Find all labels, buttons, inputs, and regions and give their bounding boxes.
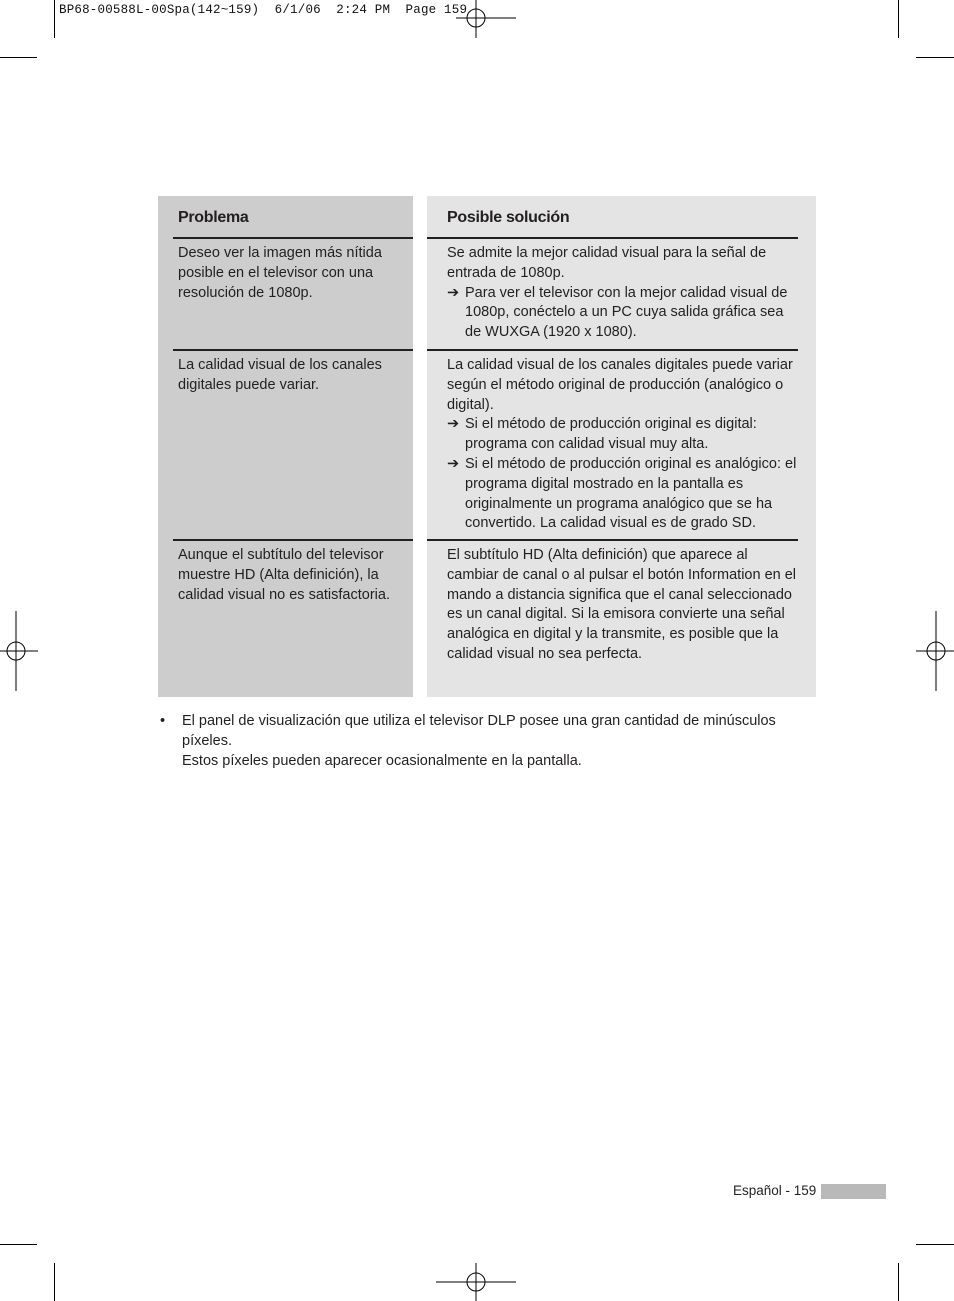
crop-mark-br-h	[916, 1244, 954, 1245]
row-rule-left	[173, 349, 413, 351]
problem-text: La calidad visual de los canales digitales puede variar.	[178, 357, 382, 393]
print-slug: BP68-00588L-00Spa(142~159) 6/1/06 2:24 PM Page 159	[59, 3, 468, 17]
page-number-label: Español - 159	[733, 1183, 817, 1198]
row-rule-right	[427, 539, 798, 541]
solution-point-text: Para ver el televisor con la mejor calidad visual de 1080p, conéctelo a un PC cuya salida gráfica sea de WUXGA (1920 x 1080).	[465, 284, 788, 341]
arrow-icon: ➔	[447, 416, 460, 433]
registration-mark-top	[456, 0, 516, 38]
problem-cell	[178, 356, 398, 396]
crop-mark-tl-h	[0, 57, 37, 58]
problem-cell	[178, 244, 398, 303]
solution-cell	[447, 546, 801, 665]
solution-intro: La calidad visual de los canales digitales puede variar según el método original de producción (analógico o digital).	[447, 357, 793, 413]
crop-mark-tr-h	[916, 57, 954, 58]
crop-mark-tr-v	[898, 0, 899, 38]
problem-text: Deseo ver la imagen más nítida posible en el televisor con una resolución de 1080p.	[178, 245, 382, 301]
header-solution: Posible solución	[447, 209, 570, 226]
crop-mark-bl-h	[0, 1244, 37, 1245]
note	[160, 712, 800, 771]
header-rule-left	[173, 237, 413, 239]
crop-mark-bl-v	[54, 1263, 55, 1301]
solution-point	[447, 455, 799, 534]
note-text	[182, 712, 800, 771]
crop-mark-br-v	[898, 1263, 899, 1301]
arrow-icon: ➔	[447, 455, 460, 472]
registration-mark-bottom	[436, 1263, 516, 1301]
bullet-icon: •	[160, 713, 166, 729]
solution-point-text: Si el método de producción original es digital: programa con calidad visual muy alta.	[465, 416, 757, 453]
arrow-icon: ➔	[447, 284, 460, 301]
note-line: El panel de visualización que utiliza el televisor DLP posee una gran cantidad de minúsculos píxeles.	[182, 713, 776, 749]
problem-text: Aunque el subtítulo del televisor muestre HD (Alta definición), la calidad visual no es satisfactoria.	[178, 547, 390, 603]
solution-point	[447, 284, 799, 343]
solution-intro: El subtítulo HD (Alta definición) que aparece al cambiar de canal o al pulsar el botón Information en el mando a distancia significa que el canal seleccionado es un canal digital. Si la emisora convierte una señal analógica en digital y la transmite, es posible que la calidad visual no sea perfecta.	[447, 547, 797, 662]
solution-cell	[447, 356, 799, 534]
crop-mark-tl-v	[54, 0, 55, 38]
solution-point	[447, 415, 799, 455]
row-rule-right	[427, 349, 798, 351]
solution-point-text: Si el método de producción original es analógico: el programa digital mostrado en la pantalla es originalmente un programa analógico que se ha convertido. La calidad visual es de grado SD.	[465, 455, 797, 532]
header-rule-right	[427, 237, 798, 239]
registration-mark-left	[0, 611, 38, 691]
registration-mark-right	[916, 611, 954, 691]
problem-cell	[178, 546, 400, 605]
header-problem: Problema	[178, 209, 249, 226]
row-rule-left	[173, 539, 413, 541]
page-number-bar	[821, 1184, 886, 1199]
solution-cell	[447, 244, 799, 343]
solution-intro: Se admite la mejor calidad visual para la señal de entrada de 1080p.	[447, 245, 767, 281]
note-line: Estos píxeles pueden aparecer ocasionalmente en la pantalla.	[182, 752, 582, 769]
